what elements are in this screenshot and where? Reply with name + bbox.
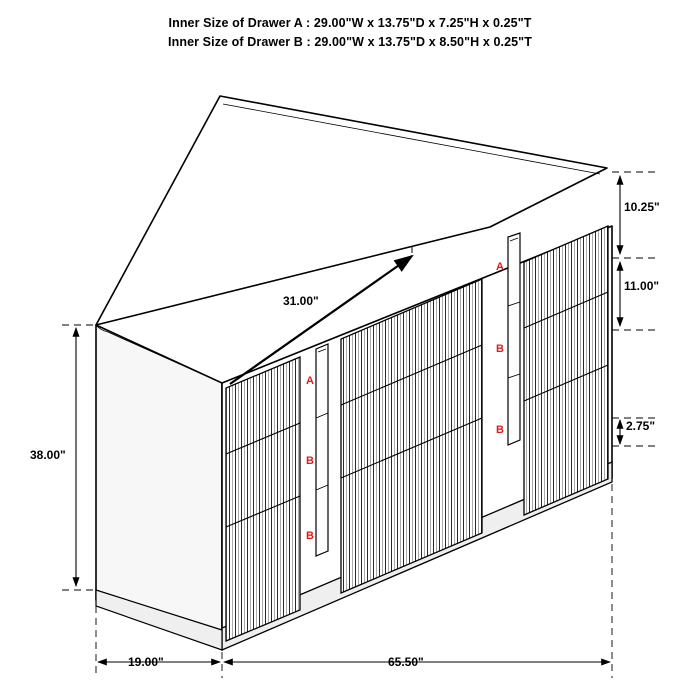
dim-label-11: 11.00" bbox=[624, 279, 660, 293]
header-line-b: Inner Size of Drawer B : 29.00"W x 13.75"D x 8.50"H x 0.25"T bbox=[168, 35, 532, 49]
dim-label-10-25: 10.25" bbox=[624, 200, 660, 214]
dim-label-31: 31.00" bbox=[283, 294, 319, 308]
drawer-label-b-right-mid: B bbox=[496, 343, 504, 355]
drawer-bank-left bbox=[226, 357, 300, 641]
drawer-label-a-right: A bbox=[496, 261, 504, 273]
drawer-label-b-left-mid: B bbox=[306, 455, 314, 467]
handle-left bbox=[316, 344, 328, 556]
header-line-a: Inner Size of Drawer A : 29.00"W x 13.75"D x 7.25"H x 0.25"T bbox=[168, 16, 532, 30]
drawer-label-b-right-bottom: B bbox=[496, 424, 504, 436]
dim-label-2-75: 2.75" bbox=[626, 419, 656, 433]
dim-label-65-5: 65.50" bbox=[388, 655, 424, 669]
drawer-label-a-left: A bbox=[306, 375, 314, 387]
drawer-label-b-left-bottom: B bbox=[306, 530, 314, 542]
dim-label-38: 38.00" bbox=[30, 448, 66, 462]
dim-label-19: 19.00" bbox=[128, 655, 164, 669]
handle-right bbox=[508, 233, 520, 445]
